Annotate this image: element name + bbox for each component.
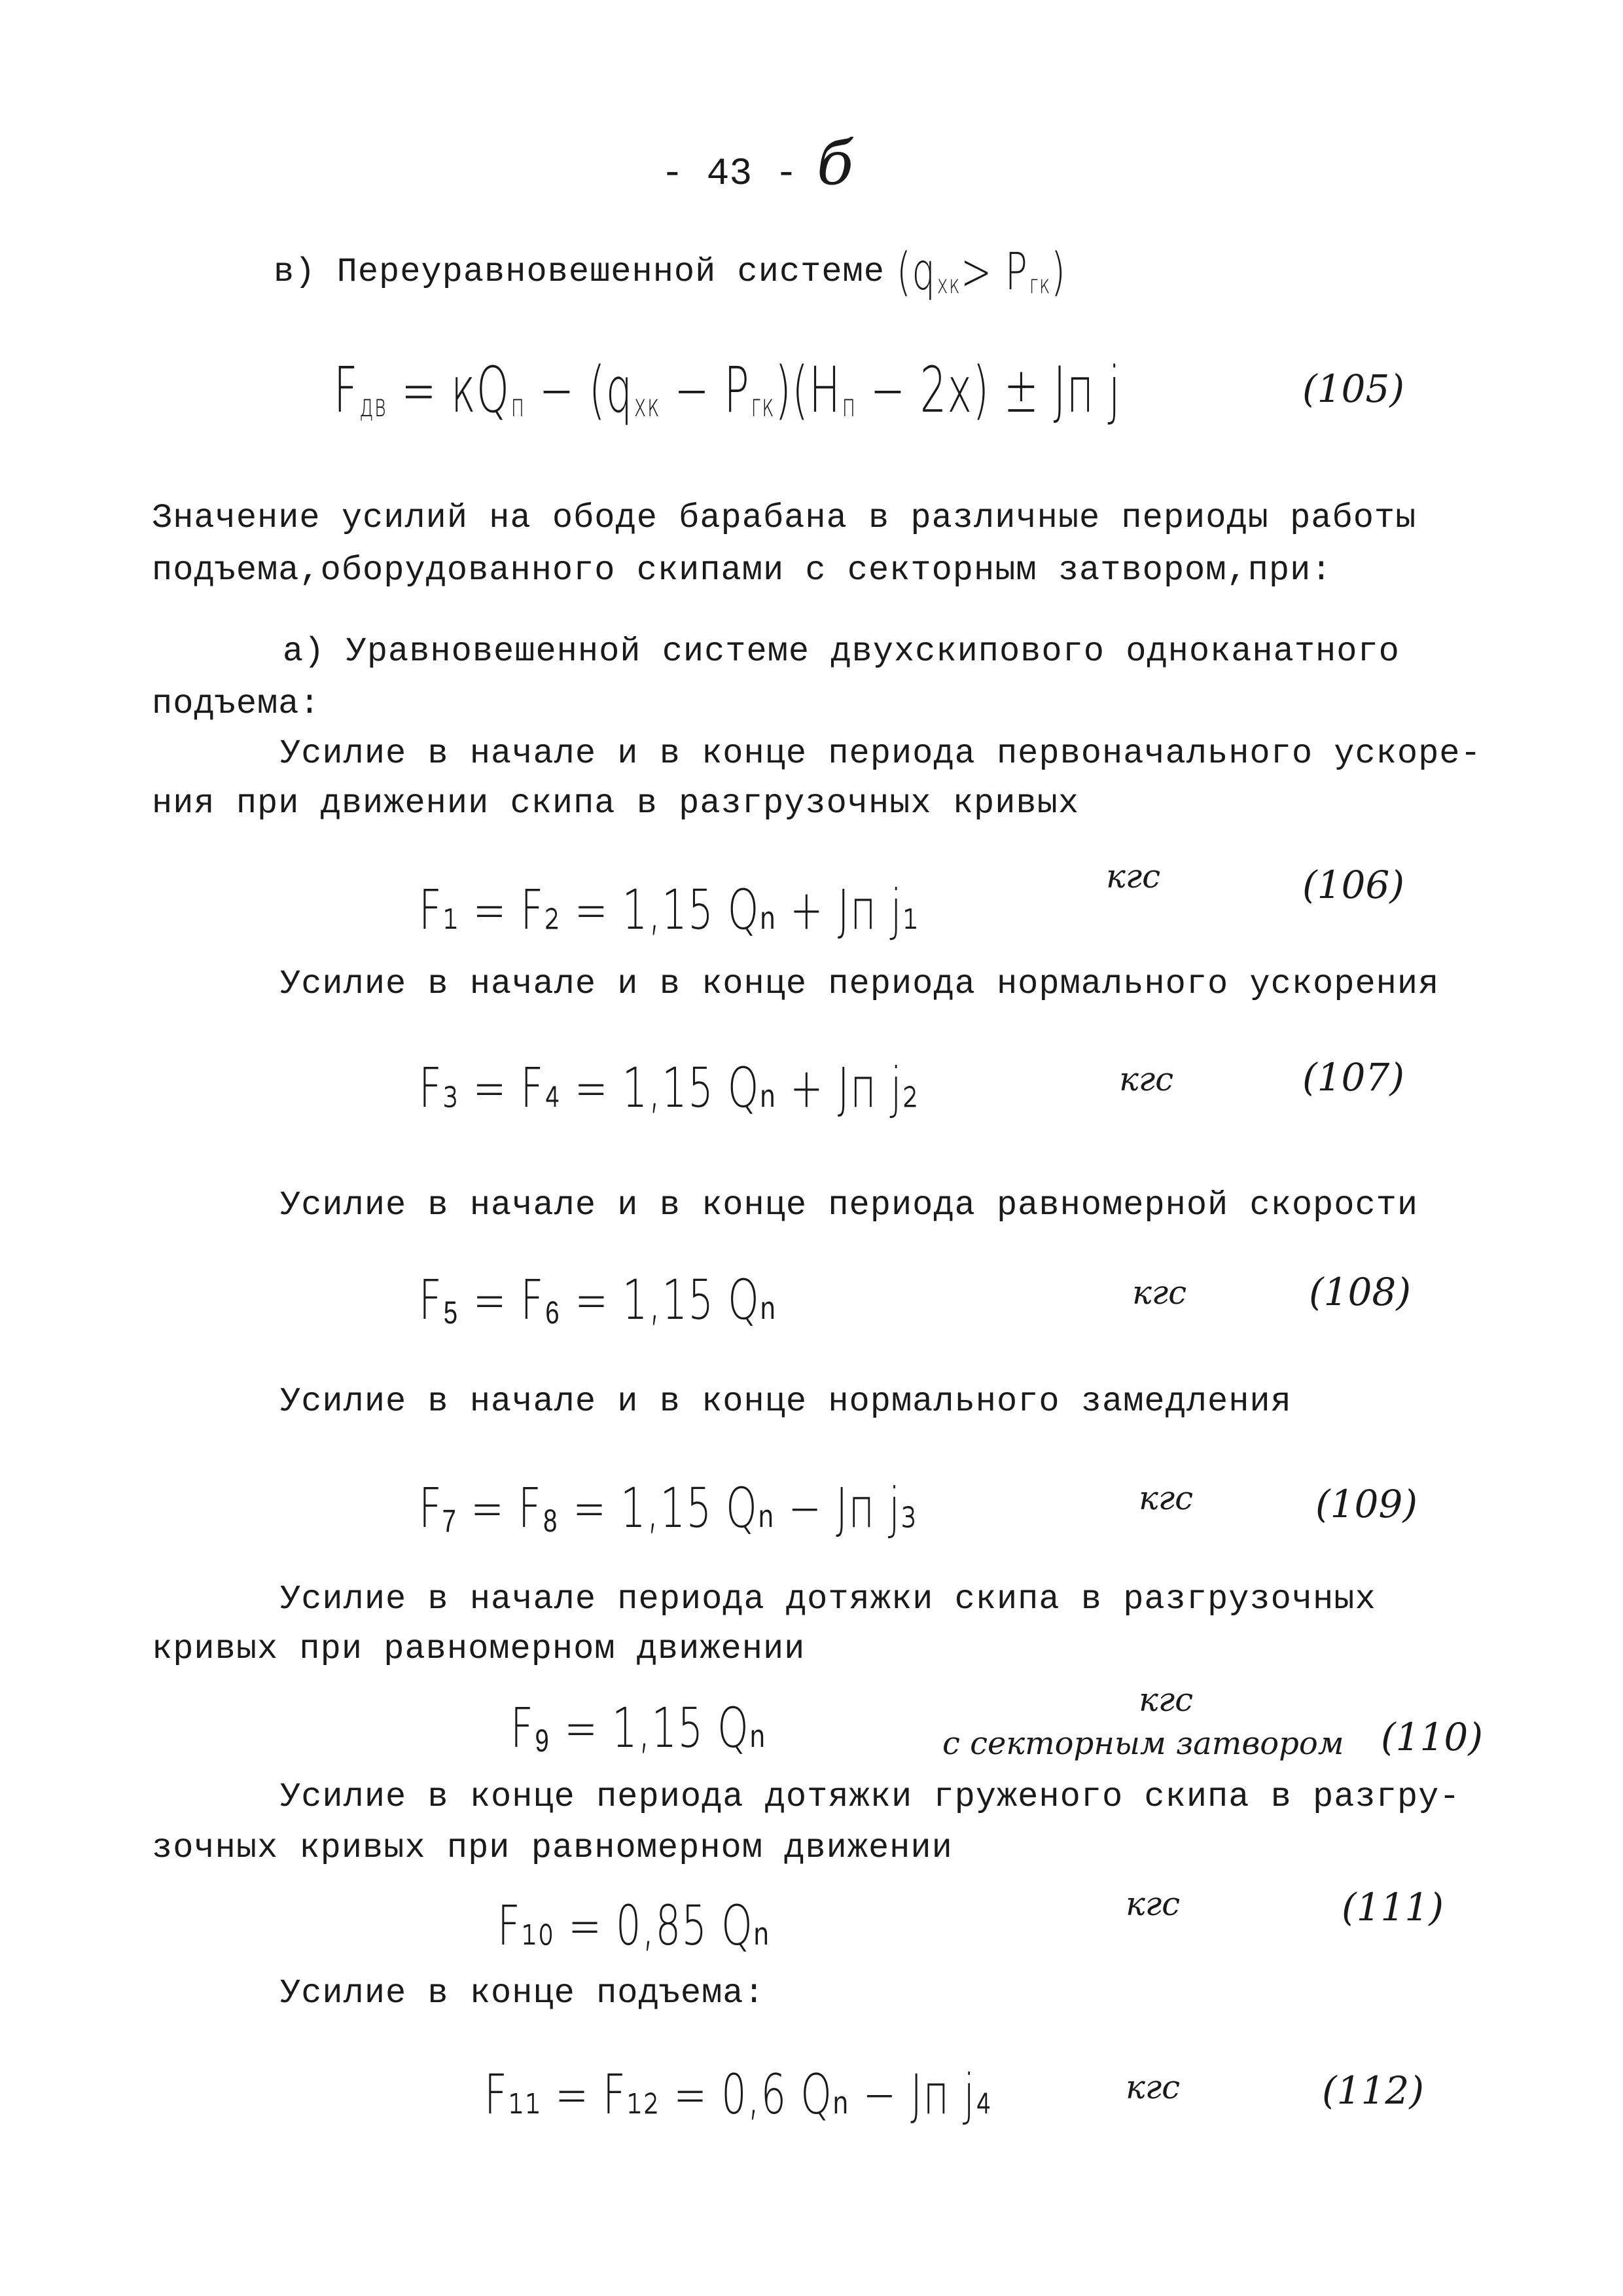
paragraph-106-line-2: ния при движении скипа в разгрузочных кривых [152,784,1080,823]
intro-line-2: подъема,оборудованного скипами с секторным затвором,при: [152,551,1332,590]
page-number: - 43 - [661,153,798,196]
section-a-line-1: а) Уравновешенной системе двухскипового одноканатного [283,632,1400,671]
equation-number-110: (110) [1381,1715,1483,1759]
formula-108: F₅ = F₆ = 1,15 Qₙ [419,1268,777,1332]
paragraph-108: Усилие в начале и в конце периода равномерной скорости [280,1186,1419,1225]
paragraph-111-line-2: зочных кривых при равномерном движении [152,1829,953,1867]
paragraph-112: Усилие в конце подъема: [280,1974,765,2013]
equation-number-112: (112) [1322,2068,1424,2113]
formula-106: F₁ = F₂ = 1,15 Qₙ + Jп j₁ [419,878,919,942]
formula-111: F₁₀ = 0,85 Qₙ [497,1893,770,1958]
paragraph-109: Усилие в начале и в конце нормального замедления [280,1382,1292,1421]
unit-109: кгс [1139,1479,1194,1517]
equation-number-107: (107) [1302,1055,1404,1100]
unit-111: кгс [1126,1885,1181,1923]
paragraph-107: Усилие в начале и в конце периода нормального ускорения [280,965,1440,1003]
unit-112: кгс [1126,2068,1181,2106]
equation-number-106: (106) [1302,863,1404,907]
unit-110: кгс [1139,1681,1194,1719]
formula-105: $F_{дв} = кQ_п - (q_{хк} - Р_{гк})(Н_п - 2х)$ ± Jп j [334,353,1121,427]
formula-112: F₁₁ = F₁₂ = 0,6 Qₙ − Jп j₄ [484,2062,993,2126]
paragraph-111-line-1: Усилие в конце периода дотяжки груженого скипа в разгру- [280,1778,1461,1816]
formula-110: F₉ = 1,15 Qₙ [510,1696,766,1760]
equation-number-108: (108) [1309,1270,1411,1314]
section-a-line-2: подъема: [152,685,321,723]
paragraph-110-line-1: Усилие в начале периода дотяжки скипа в разгрузочных [280,1580,1376,1619]
equation-number-111: (111) [1342,1885,1444,1929]
equation-number-109: (109) [1315,1482,1418,1526]
section-v-condition: $(q_{хк}> Р_{гк})$ [897,243,1067,302]
intro-line-1: Значение усилий на ободе барабана в различные периоды работы [152,499,1417,537]
handwritten-page-mark: б [817,128,854,198]
paragraph-106-line-1: Усилие в начале и в конце периода первоначального ускоре- [280,734,1482,773]
formula-107: F₃ = F₄ = 1,15 Qₙ + Jп j₂ [419,1056,919,1120]
unit-108: кгс [1132,1274,1187,1312]
paragraph-110-line-2: кривых при равномерном движении [152,1630,806,1668]
unit-107: кгс [1119,1060,1174,1098]
unit-106: кгс [1106,857,1161,895]
formula-109: F₇ = F₈ = 1,15 Qₙ − Jп j₃ [419,1476,918,1540]
section-v-heading: в) Переуравновешенной системе [274,253,885,291]
equation-number-105: (105) [1302,367,1404,411]
handwritten-note-110: с секторным затвором [942,1725,1344,1762]
